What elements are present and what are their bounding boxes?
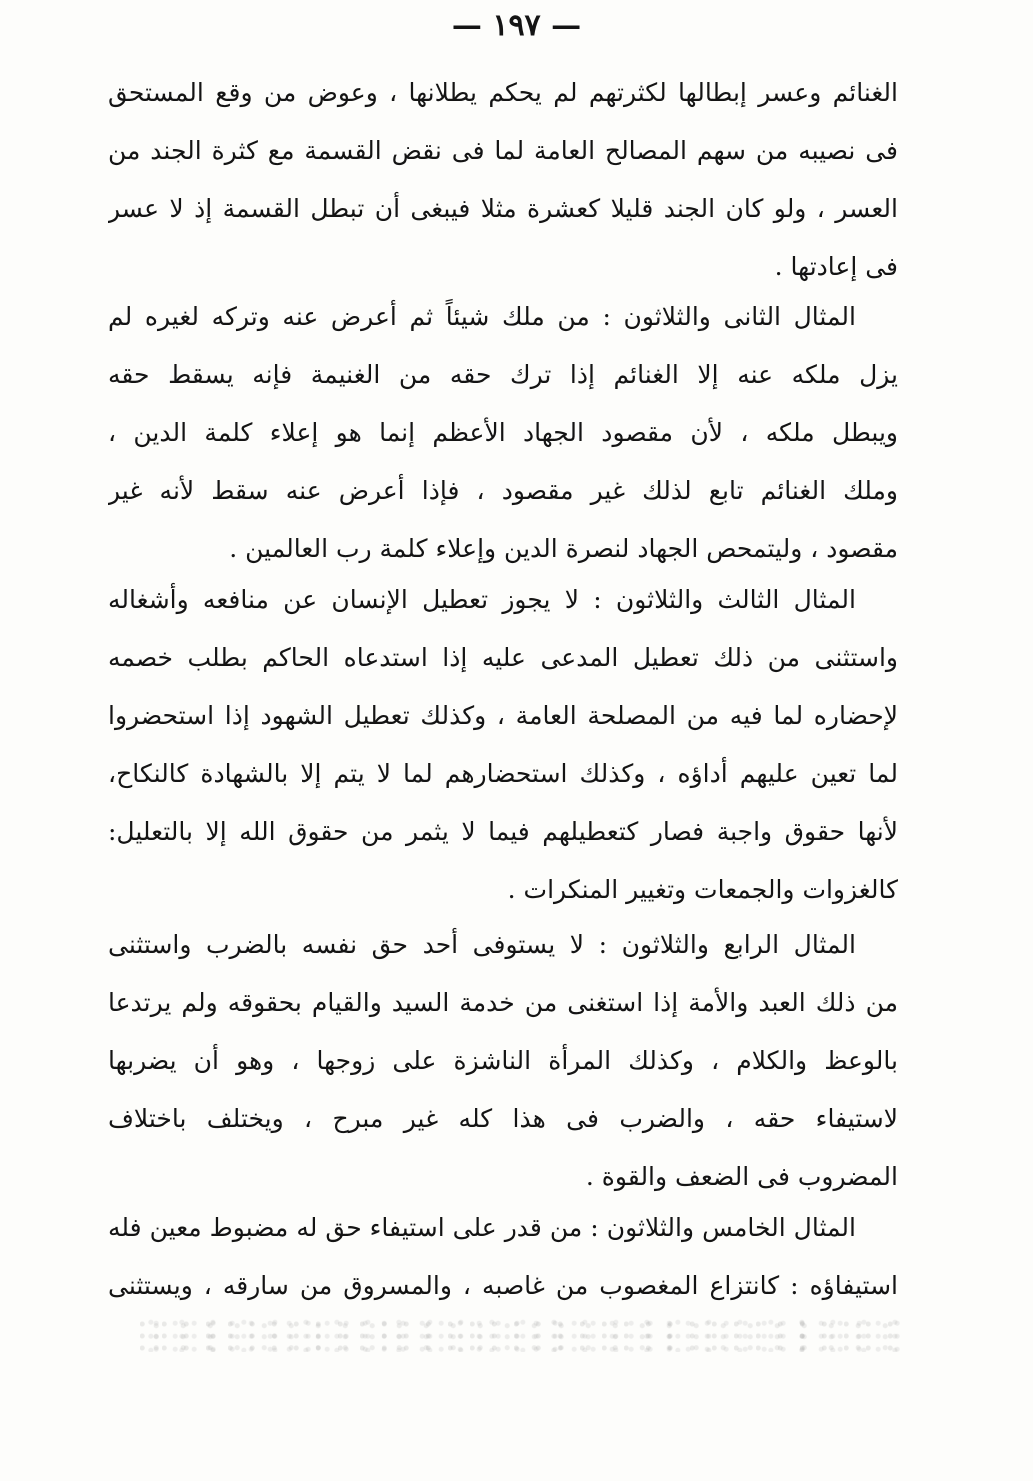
text-line: ويبطل ملكه ، لأن مقصود الجهاد الأعظم إنما هو إعلاء كلمة الدين ، [108, 418, 898, 447]
paragraph-example-35 [108, 1199, 898, 1315]
paragraph-example-33 [108, 571, 898, 919]
paragraph-example-34 [108, 916, 898, 1206]
text-line: المضروب فى الضعف والقوة . [585, 1162, 898, 1191]
text-line: من ذلك العبد والأمة إذا استغنى من خدمة السيد والقيام بحقوقه ولم يرتدعا [108, 988, 898, 1017]
text-line: واستثنى من ذلك تعطيل المدعى عليه إذا استدعاه الحاكم بطلب خصمه [108, 643, 898, 672]
text-line: المثال الرابع والثلاثون : لا يستوفى أحد حق نفسه بالضرب واستثنى [108, 930, 856, 959]
text-line: فى إعادتها . [774, 252, 898, 281]
text-line: بالوعظ والكلام ، وكذلك المرأة الناشزة على زوجها ، وهو أن يضربها [108, 1046, 898, 1075]
text-line: وملك الغنائم تابع لذلك غير مقصود ، فإذا أعرض عنه سقط لأنه غير [108, 476, 898, 505]
paragraph-example-32 [108, 288, 898, 578]
text-line: مقصود ، وليتمحص الجهاد لنصرة الدين وإعلاء كلمة رب العالمين . [229, 534, 898, 563]
text-line: لأنها حقوق واجبة فصار كتعطيلهم فيما لا يثمر من حقوق الله إلا بالتعليل: [108, 817, 898, 846]
text-line: الغنائم وعسر إبطالها لكثرتهم لم يحكم يطلانها ، وعوض من وقع المستحق [108, 78, 898, 107]
text-line: العسر ، ولو كان الجند قليلا كعشرة مثلا فيبغى أن تبطل القسمة إذ لا عسر [108, 194, 898, 223]
text-line: كالغزوات والجمعات وتغيير المنكرات . [507, 875, 898, 904]
text-line: يزل ملكه عنه إلا الغنائم إذا ترك حقه من الغنيمة فإنه يسقط حقه [108, 360, 898, 389]
text-line: فى نصيبه من سهم المصالح العامة لما فى نقض القسمة مع كثرة الجند من [108, 136, 898, 165]
text-line: المثال الخامس والثلاثون : من قدر على استيفاء حق له مضبوط معين فله [108, 1213, 856, 1242]
text-line: لاستيفاء حقه ، والضرب فى هذا كله غير مبرح ، ويختلف باختلاف [108, 1104, 898, 1133]
page-number: — ١٩٧ — [451, 8, 582, 43]
scan-noise [140, 1318, 900, 1352]
text-line: لإحضاره لما فيه من المصلحة العامة ، وكذلك تعطيل الشهود إذا استحضروا [108, 701, 898, 730]
text-line: المثال الثانى والثلاثون : من ملك شيئاً ثم أعرض عنه وتركه لغيره لم [108, 302, 856, 331]
paragraph-continuation [108, 64, 898, 296]
text-line: المثال الثالث والثلاثون : لا يجوز تعطيل الإنسان عن منافعه وأشغاله [108, 585, 856, 614]
text-line: لما تعين عليهم أداؤه ، وكذلك استحضارهم لما لا يتم إلا بالشهادة كالنكاح، [108, 759, 898, 788]
text-line: استيفاؤه : كانتزاع المغصوب من غاصبه ، والمسروق من سارقه ، ويستثنى [108, 1271, 898, 1300]
